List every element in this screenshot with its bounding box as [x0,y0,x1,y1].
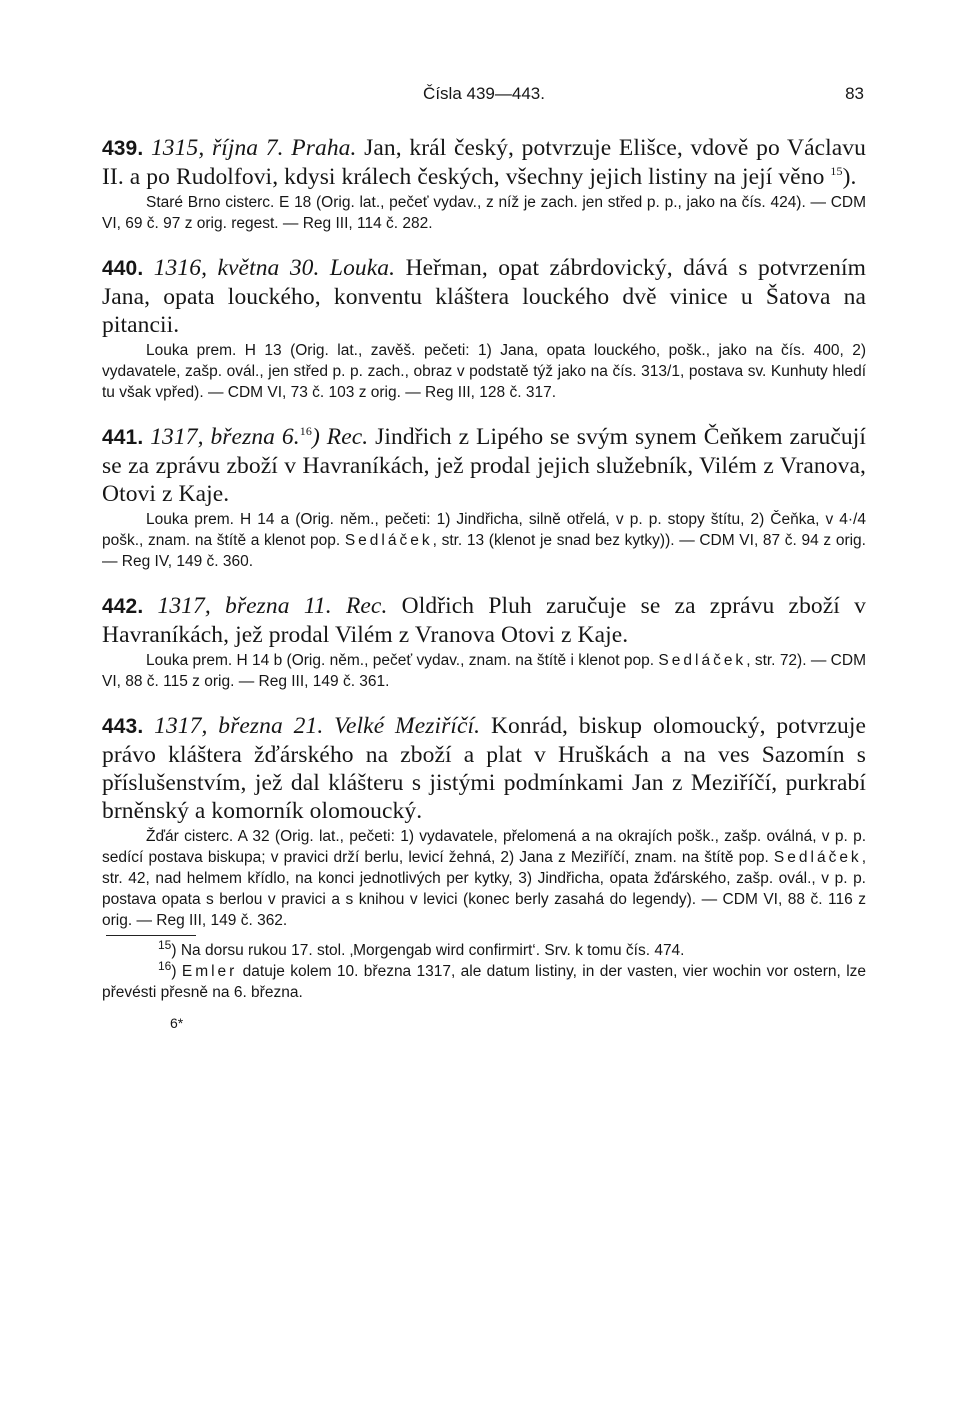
entry-text: Heřman, opat zábrdovický, dává s potvrzením Jana, opata louckého, konventu kláštera louckého dvě vinice u Šatova na pitancii. [102,255,866,338]
entry-date-end: ) Rec. [311,424,369,450]
entry-heading [102,423,866,508]
document-page [102,78,866,1031]
entry-442 [102,592,866,692]
source-part: Louka prem. H 14 a (Orig. něm., pečeti: 1) Jindřicha, silně otřelá, v p. p. stopy štítu, 2) Čeňka, v 4·/4 pošk., znam. na štítě a klenot pop. [102,511,866,549]
entry-source [102,650,866,692]
source-part: Louka prem. H 14 b (Orig. něm., pečeť vydav., znam. na štítě i klenot pop. [146,652,655,669]
footnote-number: 16 [158,958,172,973]
printer-signature: 6* [170,1015,184,1031]
source-part: Žďár cisterc. A 32 (Orig. lat., pečeti: 1) vydavatele, přelomená a na okrajích pošk., zašp. oválná, v p. p. sedící postava biskupa; v pravici drží berlu, levicí žehná, 2) Jana z Meziříčí, znam. na štítě pop. [102,828,866,866]
footnote-rule [106,935,196,936]
running-header [102,78,866,114]
entry-number: 442. [102,595,144,618]
entry-text: Jindřich z Lipého se svým synem Čeňkem zaručují se za zprávu zboží v Havraníkách, jež prodal jejich služebník, Vilém z Vranova, Otovi z Kaje. [102,424,866,507]
footnote-mark: 15 [830,164,843,179]
footnote-number: 15 [158,937,172,952]
footnote-16 [102,958,867,1003]
footnote-mark: 16 [299,424,312,439]
entry-text: Jan, král český, potvrzuje Elišce, vdově po Václavu II. a po Rudolfovi, kdysi králech českých, všechny jejich listiny na její věno [102,135,867,190]
header-title: Čísla 439—443. [423,84,545,103]
source-part: , str. 42, nad helmem křídlo, na konci jednotlivých per kytky, 3) Jindřicha, opata žďárského, zašp. ovál., v p. p. postava opata s berlou v pravici a s knihou v levici (konec berly zasahá do legendy). — CDM VI, 88 č. 116 z orig. — Reg III, 149 č. 362. [102,849,866,929]
entry-source [102,509,866,572]
entry-source: Louka prem. H 13 (Orig. lat., zavěš. pečeti: 1) Jana, opata louckého, pošk., jako na čís. 400, 2) vydavatele, zašp. ovál., jen střed p. p. zach., obraz v podstatě týž jako na čís. 313/1, postava sv. Kunhuty hledí tu však vpřed). — CDM VI, 73 č. 103 z orig. — Reg III, 128 č. 317. [102,342,866,401]
entry-heading [102,254,866,339]
footnote-text: ) [171,963,182,980]
entry-number: 440. [102,257,144,280]
footnote-text: datuje kolem 10. března 1317, ale datum listiny, in der vasten, vier wochin vor ostern, lze převésti přesně na 6. března. [102,963,867,1001]
page-number: 83 [845,84,864,103]
entry-date: 1316, května 30. Louka. [153,255,396,281]
footnote-author: Emler [181,963,238,980]
footnote-15 [102,937,866,961]
entry-440 [102,254,866,403]
entry-text-end: ). [842,164,857,190]
entry-date: 1317, března 6. [150,424,300,450]
source-part: , str. 13 (klenot je snad bez kytky)). — CDM VI, 87 č. 94 z orig. — Reg IV, 149 č. 360. [102,532,866,570]
entry-source: Staré Brno cisterc. E 18 (Orig. lat., pečeť vydav., z níž je zach. jen střed p. p., jako na čís. 424). — CDM VI, 69 č. 97 z orig. regest. — Reg III, 114 č. 282. [102,194,866,232]
entry-number: 443. [102,715,144,738]
entry-text: Konrád, biskup olomoucký, potvrzuje právo kláštera žďárského na zboží a plat v Hruškách a na ves Sazomín s příslušenstvím, jež dal klášteru s jistými podmínkami Jan z Meziříčí, purkrabí brněnský a komorník olomoucký. [102,713,867,824]
entry-text: Oldřich Pluh zaručuje se za zprávu zboží v Havraníkách, jež prodal Vilém z Vranova Otovi z Kaje. [102,593,866,648]
entry-number: 439. [102,137,144,160]
source-author: Sedláček [773,849,862,866]
source-part: , str. 72). — CDM VI, 88 č. 115 z orig. — Reg III, 149 č. 361. [102,652,866,690]
entry-heading [102,134,866,191]
source-author: Sedláček [658,652,747,669]
entry-heading [102,592,866,649]
entry-date: 1315, října 7. Praha. [150,135,357,161]
entry-443 [102,712,866,931]
entry-441 [102,423,866,572]
entry-439 [102,134,866,234]
entry-date: 1317, března 21. Velké Meziříčí. [154,713,481,739]
entry-source [102,826,866,931]
footnote-text: ) Na dorsu rukou 17. stol. ‚Morgengab wird confirmirt‘. Srv. k tomu čís. 474. [171,942,685,959]
entry-heading [102,712,866,825]
entry-number: 441. [102,426,144,449]
source-author: Sedláček [344,532,433,549]
entry-date: 1317, března 11. Rec. [157,593,388,619]
